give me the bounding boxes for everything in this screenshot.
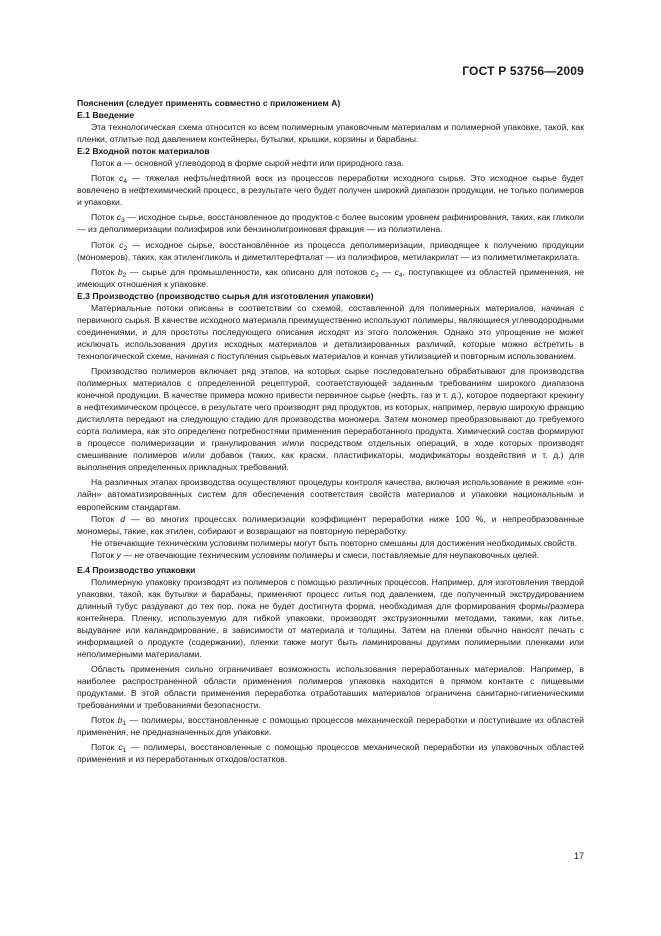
section-e3-paragraph-2: Производство полимеров включает ряд этапов, на которых сырье последовательно обрабатывают для производства полимерных материалов с определенной рецептурой, соответствующей заданным требованиям широкого диапазона конечной продукции. В качестве примера можно привести первичное сырье (нефть, газ и т. д.), которое подвергают крекингу в нефтехимическом процессе, в результате чего производят ряд продуктов, из которых, например, первую широкую фракцию дистиллята передают на следующую стадию для производства мономера. Затем мономер преобразовывают до требуемого сорта полимера, как это определено потребностями применения переработанного продукта. Химический состав формируют в процессе полимеризации и гранулирования и/или посредством отдельных операций, в ходе которых производят смешивание полимеров и/или добавок (таких, как краски, пластификаторы, модификаторы воздействия и т. д.) для выполнения определенных прикладных требований. bbox=[77, 365, 584, 473]
stream-y-paragraph: Поток y — не отвечающие техническим условиям полимеры и смеси, поставляемые для неупаковочных целей. bbox=[91, 549, 540, 560]
stream-c1-paragraph: Поток $c_1$ — полимеры, восстановленные с помощью процессов механической переработки из упаковочных областей применения и из переработанных отходов/остатков. bbox=[77, 742, 584, 765]
stream-d-paragraph: Поток d — во многих процессах полимеризации коэффициент переработки ниже 100 %, и непреобразованные мономеры, такие, как этилен, собирают и возвращают на повторную переработку. bbox=[77, 513, 584, 536]
document-body bbox=[77, 97, 584, 765]
stream-c2-paragraph: Поток $c_2$ — исходное сырье, восстановлённое из процесса деполимеризации, приводящее к получению продукции (мономеров), таких, как этиленгликоль и диметилтерефталат — из полиэфиров, метилакрилат — из полиметилметакрилата. bbox=[77, 239, 584, 262]
stream-b1-paragraph: Поток $b_1$ — полимеры, восстановленные с помощью процессов механической переработки и поступившие из областей применения, не предназначенных для упаковки. bbox=[77, 715, 584, 738]
section-e3-paragraph-3: На различных этапах производства осуществляют процедуры контроля качества, включая использование в режиме «он-лайн» автоматизированных систем для обеспечения соответствия свойств материалов и упаковки национальным и европейским стандартам. bbox=[77, 477, 584, 512]
stream-c4-paragraph: Поток $c_4$ — тяжелая нефть/нефтяной воск из процессов переработки исходного сырья. Это исходное сырье будет вовлечено в нефтехимический процесс, в результате чего будет получен широкий диапазон продукции, не только полимеров и упаковки. bbox=[77, 173, 584, 208]
page-number: 17 bbox=[573, 851, 584, 861]
document-id-header: ГОСТ Р 53756—2009 bbox=[462, 64, 584, 78]
stream-a-paragraph: Поток a — основной углеводород в форме сырой нефти или природного газа. bbox=[91, 158, 404, 169]
section-e3-paragraph-1: Материальные потоки описаны в соответствии со схемой, составленной для полимерных материалов, начиная с первичного сырья. В качестве исходного материала преимущественно используют полимеры, являющиеся углеводородными соединениями, и для простоты последующего описания исходят из этого положения. Однако это упрощение не может исключать использования других исходных материалов и детализированных различий, которые можно встретить в технологической схеме, начиная с поступления сырьевых материалов и кончая утилизацией и повторным использованием. bbox=[77, 302, 584, 361]
section-e3-paragraph-5: Не отвечающие техническим условиям полимеры могут быть повторно смешаны для достижения необходимых свойств. bbox=[91, 537, 578, 548]
stream-c3-paragraph: Поток $c_3$ — исходное сырье, восстановленное до продуктов с более высоким уровнем рафинирования, таких, как гликоли — из деполимеризации полиэфиров или бензинолигроиновая фракция — из полиэтилена. bbox=[77, 212, 584, 235]
intro-heading: Пояснения (следует применять совместно с приложением А) bbox=[77, 98, 341, 108]
section-e1-heading: Е.1 Введение bbox=[77, 110, 135, 121]
section-e4-heading: Е.4 Производство упаковки bbox=[77, 564, 196, 575]
section-e2-heading: Е.2 Входной поток материалов bbox=[77, 146, 210, 157]
section-e1-paragraph: Эта технологическая схема относится ко всем полимерным упаковочным материалам и полимерной упаковке, такой, как пленки, отлитые под давлением контейнеры, бутылки, крышки, корзины и барабаны. bbox=[77, 122, 584, 145]
section-e3-heading: Е.3 Производство (производство сырья для изготовления упаковки) bbox=[77, 290, 374, 301]
section-e4-paragraph-2: Область применения сильно ограничивает возможность использования переработанных материалов. Например, в наиболее распространенной области применения полимеров упаковка находится в прямом контакте с пищевыми продуктами. В этой области применения переработка отработавших материалов ограничена санитарно-гигиеническими требованиями и требованиями безопасности. bbox=[77, 664, 584, 711]
section-e4-paragraph-1: Полимерную упаковку производят из полимеров с помощью различных процессов. Например, для изготовления твердой упаковки, такой, как бутылки и барабаны, применяют процесс литья под давлением, где полученный экструдированием длинный тубус раздувают до тех пор, пока не будет достигнута форма, необходимая для формирования формы/размера контейнера. Пленку, используемую для гибкой упаковки, производят экструзионными методами, такими, как литье, выдувание или каландрирование, в зависимости от материала и толщины. Затем на пленки обычно наносят печать с информацией о продукте (содержании), пленки также могут быть ламинированы другими полимерными пленками или неполимерными материалами. bbox=[77, 576, 584, 660]
stream-b2-paragraph: Поток $b_2$ — сырье для промышленности, как описано для потоков $c_2$ — $c_4$, поступающее из областей применения, не имеющих отношения к упаковке. bbox=[77, 266, 584, 289]
